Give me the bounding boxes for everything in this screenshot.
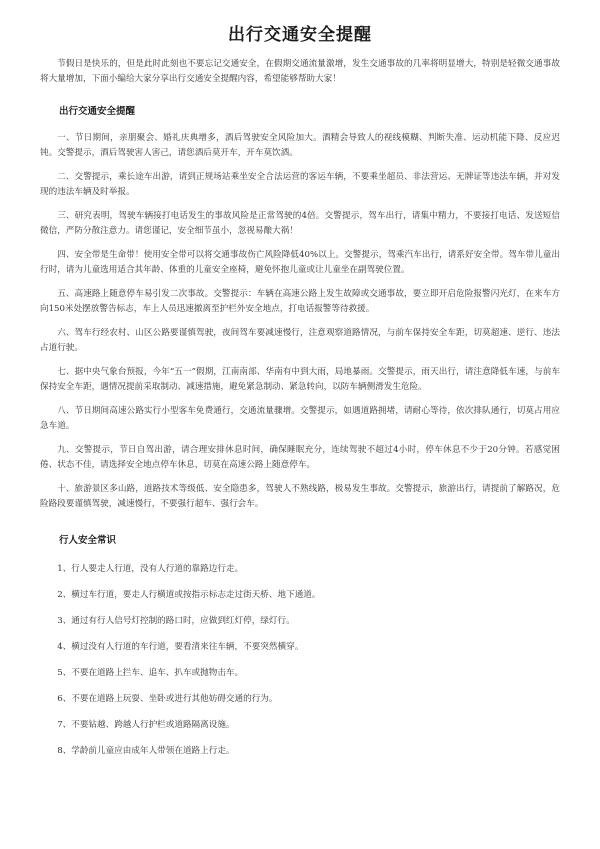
pedestrian-rule-2: 2、横过车行道，要走人行横道或按指示标志走过街天桥、地下通道。 <box>57 590 321 600</box>
pedestrian-rule-7: 7、不要钻越、跨越人行护栏或道路隔离设施。 <box>57 720 235 730</box>
page-title: 出行交通安全提醒 <box>228 25 372 45</box>
tip-paragraph-8: 八、节日期间高速公路实行小型客车免费通行，交通流量骤增。交警提示，如遇道路拥堵，请耐心等待，依次排队通行，切莫占用应急车道。 <box>40 406 560 431</box>
pedestrian-rule-4: 4、横过没有人行道的车行道，要看清来往车辆，不要突然横穿。 <box>57 642 304 652</box>
tip-paragraph-6: 六、驾车行经农村、山区公路要谨慎驾驶，夜间驾车要减速慢行，注意观察道路情况，与前车保持安全车距，切莫超速、逆行、违法占道行驶。 <box>40 328 560 353</box>
section-heading-pedestrian-safety: 行人安全常识 <box>59 535 117 546</box>
tip-paragraph-2: 二、交警提示，乘长途车出游，请到正规场站乘坐安全合法运营的客运车辆，不要乘坐超员、非法营运、无牌证等违法车辆，并对发现的违法车辆及时举报。 <box>40 172 560 197</box>
pedestrian-rule-6: 6、不要在道路上玩耍、坐卧或进行其他妨碍交通的行为。 <box>57 694 278 704</box>
tip-paragraph-9: 九、交警提示，节日自驾出游，请合理安排休息时间，确保睡眠充分，连续驾驶不超过4小时，停车休息不少于20分钟。若感觉困倦、状态不佳，请选择安全地点停车休息，切莫在高速公路上随意停车。 <box>40 445 560 470</box>
tip-paragraph-5: 五、高速路上随意停车易引发二次事故。交警提示：车辆在高速公路上发生故障或交通事故，要立即开启危险报警闪光灯，在来车方向150米处摆放警告标志，车上人员迅速撤离至护栏外安全地点，打电话报警等待救援。 <box>40 289 560 314</box>
intro-paragraph: 节假日是快乐的，但是此时此刻也不要忘记交通安全，在假期交通流量激增，发生交通事故的几率将明显增大，特别是轻微交通事故将大量增加，下面小编给大家分享出行交通安全提醒内容，希望能够帮助大家！ <box>40 59 560 84</box>
pedestrian-rule-5: 5、不要在道路上拦车、追车、扒车或抛物击车。 <box>57 668 244 678</box>
tip-paragraph-4: 四、安全带是生命带！使用安全带可以将交通事故伤亡风险降低40%以上。交警提示，驾乘汽车出行，请系好安全带。驾车带儿童出行时，请为儿童选用适合其年龄、体重的儿童安全座椅，避免怀抱儿童或让儿童坐在副驾驶位置。 <box>40 250 560 275</box>
pedestrian-rule-8: 8、学龄前儿童应由成年人带领在道路上行走。 <box>57 746 235 756</box>
pedestrian-rule-3: 3、通过有行人信号灯控制的路口时，应做到红灯停，绿灯行。 <box>57 616 295 626</box>
section-heading-travel-safety: 出行交通安全提醒 <box>59 106 136 117</box>
tip-paragraph-3: 三、研究表明，驾驶车辆接打电话发生的事故风险是正常驾驶的4倍。交警提示，驾车出行，请集中精力，不要接打电话、发送短信微信，严防分散注意力。请您谨记，安全细节虽小，忽视易酿大祸！ <box>40 211 560 236</box>
tip-paragraph-1: 一、节日期间，亲朋聚会、婚礼庆典增多，酒后驾驶安全风险加大。酒精会导致人的视线模糊、判断失准、运动机能下降、反应迟钝。交警提示，酒后驾驶害人害己，请您酒后莫开车，开车莫饮酒。 <box>40 133 560 158</box>
tip-paragraph-10: 十、旅游景区多山路，道路技术等级低、安全隐患多，驾驶人不熟线路，极易发生事故。交警提示，旅游出行，请提前了解路况，危险路段要谨慎驾驶，减速慢行，不要强行超车、强行会车。 <box>40 484 560 509</box>
pedestrian-rule-1: 1、行人要走人行道，没有人行道的靠路边行走。 <box>57 564 244 574</box>
tip-paragraph-7: 七、据中央气象台预报，今年“五一”假期，江南南部、华南有中到大雨，局地暴雨。交警提示，雨天出行，请注意降低车速，与前车保持安全车距，遇情况提前采取制动、减速措施，避免紧急制动、紧急转向，以防车辆侧滑发生危险。 <box>40 367 560 392</box>
